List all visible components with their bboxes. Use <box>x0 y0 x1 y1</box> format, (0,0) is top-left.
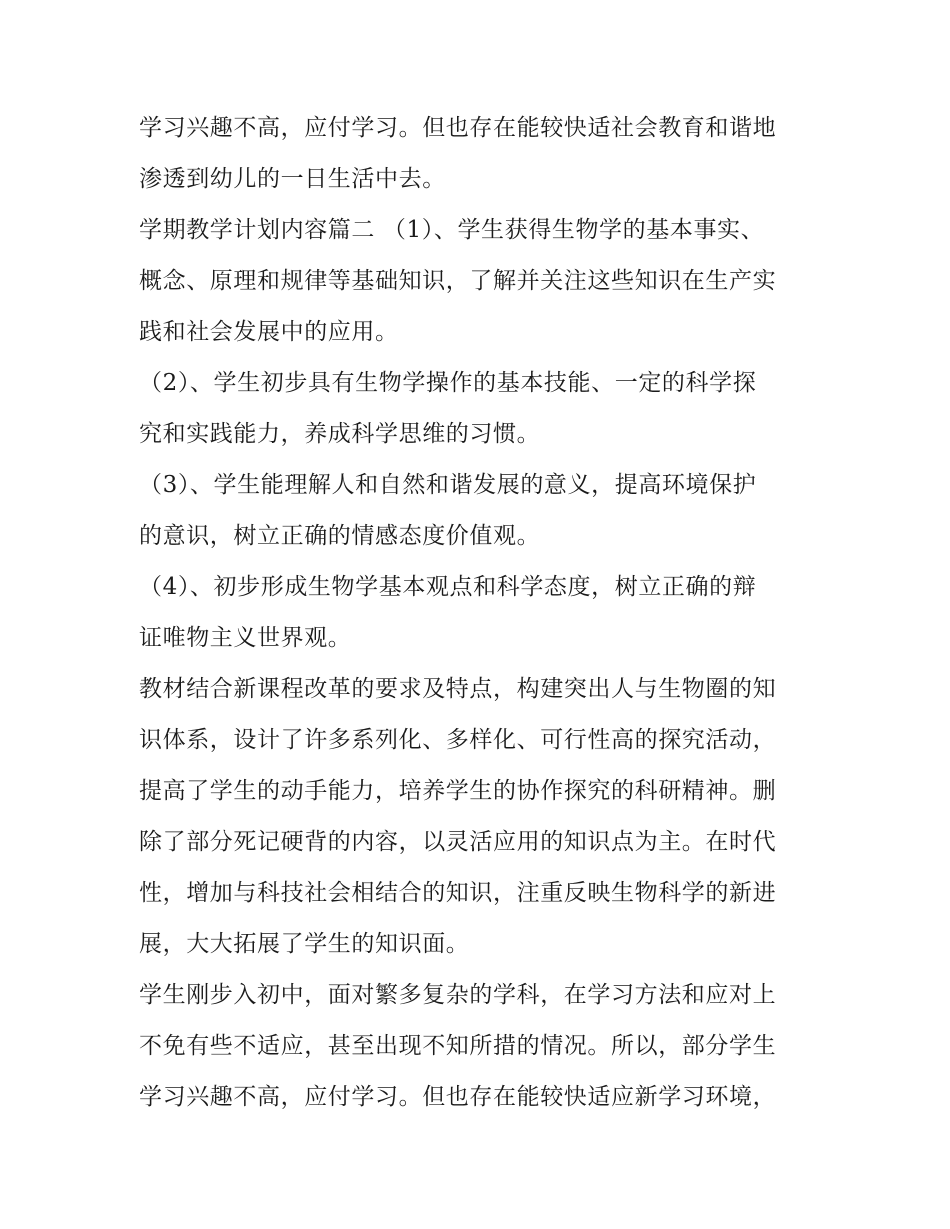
text-line: 学习兴趣不高，应付学习。但也存在能较快适社会教育和谐地 <box>139 115 777 141</box>
text-line: 践和社会发展中的应用。 <box>139 319 399 345</box>
text-line: 除了部分死记硬背的内容，以灵活应用的知识点为主。在时代 <box>139 829 777 855</box>
text-line: 识体系，设计了许多系列化、多样化、可行性高的探究活动， <box>139 727 777 753</box>
text-line: 不免有些不适应，甚至出现不知所措的情况。所以，部分学生 <box>139 1033 777 1059</box>
text-line: 究和实践能力，养成科学思维的习惯。 <box>139 421 541 447</box>
text-line: （2）、学生初步具有生物学操作的基本技能、一定的科学探 <box>139 370 757 396</box>
text-line: 学习兴趣不高，应付学习。但也存在能较快适应新学习环境， <box>139 1084 777 1110</box>
text-line: （3）、学生能理解人和自然和谐发展的意义，提高环境保护 <box>139 472 757 498</box>
text-line: （4）、初步形成生物学基本观点和科学态度，树立正确的辩 <box>139 574 757 600</box>
text-line: 的意识，树立正确的情感态度价值观。 <box>139 523 541 549</box>
text-line: 性，增加与科技社会相结合的知识，注重反映生物科学的新进 <box>139 880 777 906</box>
text-line: 概念、原理和规律等基础知识，了解并关注这些知识在生产实 <box>139 268 777 294</box>
text-line: 教材结合新课程改革的要求及特点，构建突出人与生物圈的知 <box>139 676 777 702</box>
text-line: 学期教学计划内容篇二 （1）、学生获得生物学的基本事实、 <box>139 217 765 243</box>
text-line: 学生刚步入初中，面对繁多复杂的学科，在学习方法和应对上 <box>139 982 777 1008</box>
text-line: 证唯物主义世界观。 <box>139 625 352 651</box>
text-line: 展，大大拓展了学生的知识面。 <box>139 931 470 957</box>
text-line: 提高了学生的动手能力，培养学生的协作探究的科研精神。删 <box>139 778 777 804</box>
text-line: 渗透到幼儿的一日生活中去。 <box>139 166 446 192</box>
